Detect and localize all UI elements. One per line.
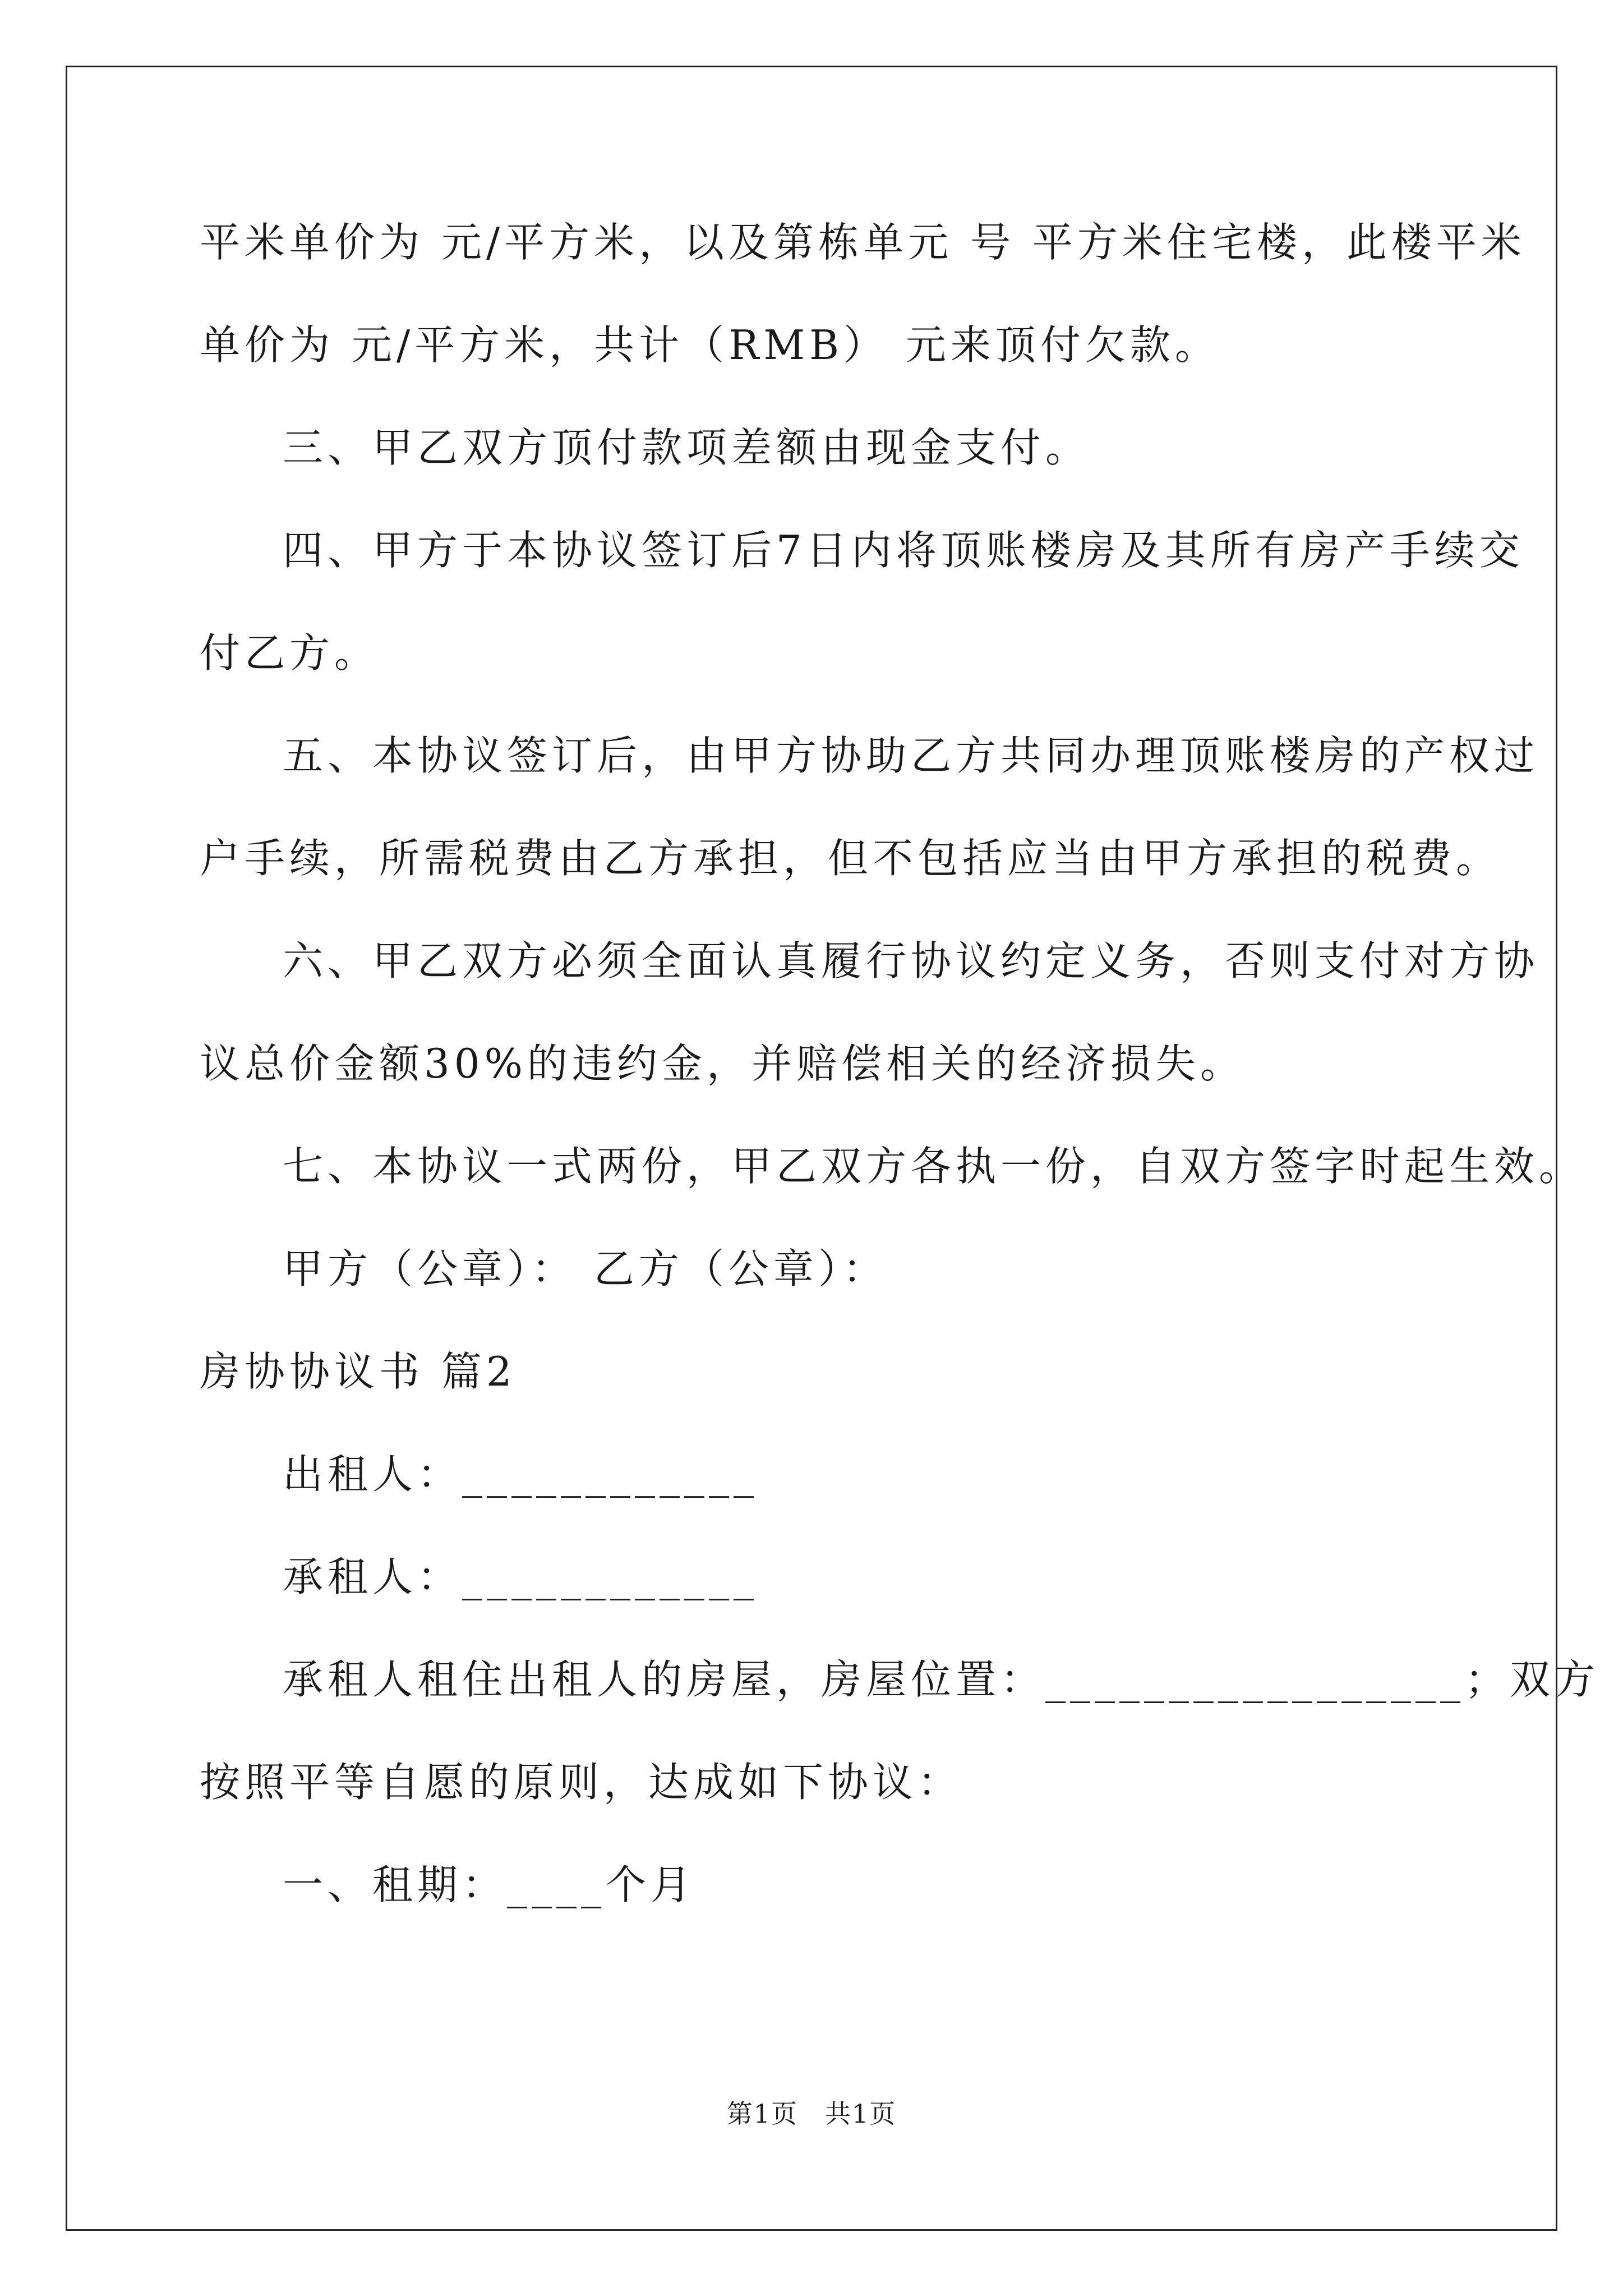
- signature-line: 甲方（公章）： 乙方（公章）：: [283, 1245, 888, 1292]
- text-line: 平米单价为 元/平方米，以及第栋单元 号 平方米住宅楼，此楼平米: [200, 219, 1526, 266]
- lessor-field: 出租人：____________: [283, 1451, 759, 1498]
- text-line: 户手续，所需税费由乙方承担，但不包括应当由甲方承担的税费。: [200, 835, 1501, 882]
- section-heading: 房协协议书 篇2: [200, 1348, 517, 1395]
- text-line: 按照平等自愿的原则，达成如下协议：: [200, 1759, 963, 1806]
- clause-4: 四、甲方于本协议签订后7日内将顶账楼房及其所有房产手续交: [283, 527, 1524, 574]
- location-field: 承租人租住出租人的房屋，房屋位置：_________________；双方: [283, 1656, 1600, 1703]
- text-line: 付乙方。: [200, 629, 380, 677]
- lessee-field: 承租人：____________: [283, 1553, 759, 1600]
- document-body: [200, 219, 1600, 1965]
- clause-5: 五、本协议签订后，由甲方协助乙方共同办理顶账楼房的产权过: [283, 732, 1539, 779]
- term-field: 一、租期：____个月: [283, 1861, 696, 1908]
- text-line: 单价为 元/平方米，共计（RMB） 元来顶付欠款。: [200, 321, 1220, 369]
- clause-3: 三、甲乙双方顶付款项差额由现金支付。: [283, 424, 1091, 471]
- page-number: 第1页 共1页: [726, 2099, 897, 2129]
- text-line: 议总价金额30%的违约金，并赔偿相关的经济损失。: [200, 1040, 1246, 1087]
- clause-6: 六、甲乙双方必须全面认真履行协议约定义务，否则支付对方协: [283, 937, 1539, 984]
- clause-7: 七、本协议一式两份，甲乙双方各执一份，自双方签字时起生效。: [283, 1143, 1584, 1190]
